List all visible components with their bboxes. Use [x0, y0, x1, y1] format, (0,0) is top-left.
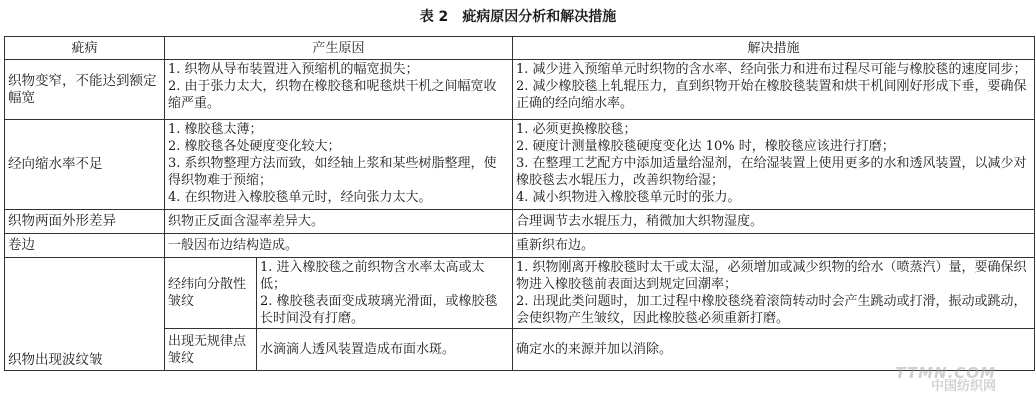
cause-cell: 一般因布边结构造成。: [165, 234, 513, 258]
table-row: [5, 210, 1035, 234]
table-number: 表 2: [419, 9, 449, 25]
cause-cell: [165, 60, 513, 120]
solution-line: 1. 必须更换橡胶毯；: [516, 122, 637, 137]
defect-cell: 织物变窄，不能达到额定幅宽: [5, 60, 165, 120]
subtype-cell: 出现无规律点皱纹: [165, 329, 257, 371]
defect-cell: 织物出现波纹皱: [5, 258, 165, 371]
solution-line: 1. 减少进入预缩单元时织物的含水率、经向张力和进布过程尽可能与橡胶毯的速度同步；: [516, 62, 1027, 77]
cause-line: 1. 橡胶毯太薄；: [168, 122, 263, 137]
cause-line: 2. 由于张力太大，织物在橡胶毯和呢毯烘干机之间幅宽收缩严重。: [168, 79, 497, 111]
cause-cell: [165, 120, 513, 210]
solution-cell: [513, 120, 1035, 210]
cause-line: 3. 系织物整理方法而致，如经轴上浆和某些树脂整理，使得织物难于预缩；: [168, 156, 497, 188]
solution-line: 3. 在整理工艺配方中添加适量给湿剂，在给湿装置上使用更多的水和透风装置，以减少对橡胶毯去水辊压力，改善织物给湿；: [516, 156, 1027, 188]
solution-line: 2. 硬度计测量橡胶毯硬度变化达 10% 时，橡胶毯应该进行打磨；: [516, 139, 895, 154]
cause-cell: 水滴滴人透风装置造成布面水斑。: [257, 329, 513, 371]
defect-table: [4, 36, 1035, 371]
solution-line: 2. 出现此类问题时，加工过程中橡胶毯绕着滚筒转动时会产生跳动或打滑，振动或跳动，会使织物产生皱纹，因此橡胶毯必须重新打磨。: [516, 294, 1027, 326]
solution-cell: [513, 258, 1035, 329]
cause-line: 1. 织物从导布装置进入预缩机的幅宽损失；: [168, 62, 419, 77]
solution-cell: 确定水的来源并加以消除。: [513, 329, 1035, 371]
solution-line: 4. 减小织物进入橡胶毯单元时的张力。: [516, 190, 741, 205]
watermark-site-name: 中国纺织网: [930, 379, 996, 394]
watermark-url: TTMN.COM: [895, 364, 996, 382]
table-caption: 疵病原因分析和解决措施: [462, 9, 617, 25]
header-solution: 解决措施: [513, 37, 1035, 60]
solution-line: 1. 织物刚离开橡胶毯时太干或太湿，必须增加或减少织物的给水（喷蒸汽）量，要确保织物进入橡胶毯前表面达到规定回潮率；: [516, 260, 1027, 292]
cause-cell: 织物正反面含湿率差异大。: [165, 210, 513, 234]
header-defect: 疵病: [5, 37, 165, 60]
solution-cell: 合理调节去水辊压力，稍微加大织物湿度。: [513, 210, 1035, 234]
defect-cell: 织物两面外形差异: [5, 210, 165, 234]
solution-line: 2. 减少橡胶毯上轧辊压力，直到织物开始在橡胶毯装置和烘干机间刚好形成下垂，要确保正确的经向缩水率。: [516, 79, 1027, 111]
defect-cell: 经向缩水率不足: [5, 120, 165, 210]
solution-cell: [513, 60, 1035, 120]
cause-line: 4. 在织物进入橡胶毯单元时，经向张力太大。: [168, 190, 432, 205]
table-title: [0, 6, 1036, 26]
cause-cell: [257, 258, 513, 329]
header-row: [5, 37, 1035, 60]
table-row: [5, 234, 1035, 258]
solution-cell: 重新织布边。: [513, 234, 1035, 258]
table-row: [5, 60, 1035, 120]
subtype-cell: 经纬向分散性皱纹: [165, 258, 257, 329]
defect-cell: 卷边: [5, 234, 165, 258]
cause-line: 2. 橡胶毯表面变成玻璃光滑面，或橡胶毯长时间没有打磨。: [260, 294, 498, 326]
cause-line: 1. 进入橡胶毯之前织物含水率太高或太低；: [260, 260, 485, 292]
table-row: [5, 120, 1035, 210]
table-row: [5, 258, 1035, 329]
header-cause: 产生原因: [165, 37, 513, 60]
cause-line: 2. 橡胶毯各处硬度变化较大；: [168, 139, 341, 154]
watermark: [895, 366, 996, 394]
